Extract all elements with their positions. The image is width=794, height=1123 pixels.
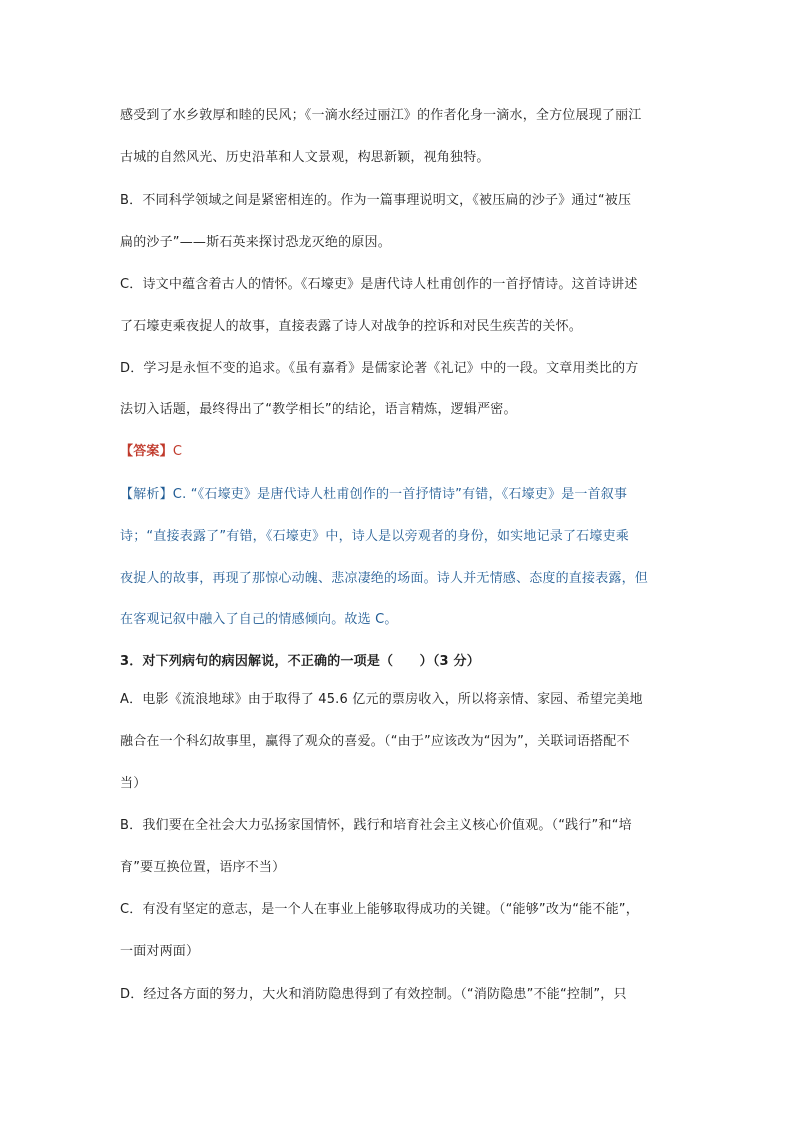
answer-line: [120, 442, 690, 462]
text-line: 感受到了水乡敦厚和睦的民风；《一滴水经过丽江》的作者化身一滴水，全方位展现了丽江: [120, 108, 642, 123]
text-line: 育”要互换位置，语序不当）: [120, 860, 286, 875]
option-c-line: C．有没有坚定的意志，是一个人在事业上能够取得成功的关键。（“能够”改为“能不能”，: [120, 902, 639, 917]
analysis-line: 【解析】C. “《石壕吏》是唐代诗人杜甫创作的一首抒情诗”有错，《石壕吏》是一首叙事: [120, 487, 628, 502]
option-b-line: B．我们要在全社会大力弘扬家国情怀，践行和培育社会主义核心价值观。（“践行”和“培: [120, 818, 632, 833]
text-line: 融合在一个科幻故事里，赢得了观众的喜爱。（“由于”应该改为“因为”，关联词语搭配不: [120, 734, 630, 749]
text-line: 扁的沙子”——斯石英来探讨恐龙灭绝的原因。: [120, 235, 391, 250]
option-c-line: C．诗文中蕴含着古人的情怀。《石壕吏》是唐代诗人杜甫创作的一首抒情诗。这首诗讲述: [120, 277, 638, 292]
text-line: 古城的自然风光、历史沿革和人文景观，构思新颖，视角独特。: [120, 150, 490, 165]
analysis-line: 在客观记叙中融入了自己的情感倾向。故选 C。: [120, 612, 398, 627]
answer-label: 【答案】: [120, 444, 173, 459]
option-d-line: D．经过各方面的努力，大火和消防隐患得到了有效控制。（“消防隐患”不能“控制”，只: [120, 987, 627, 1002]
option-a-line: A．电影《流浪地球》由于取得了 45.6 亿元的票房收入，所以将亲情、家园、希望完美地: [120, 692, 643, 707]
option-d-line: D．学习是永恒不变的追求。《虽有嘉肴》是儒家论著《礼记》中的一段。文章用类比的方: [120, 361, 639, 376]
answer-value: C: [172, 444, 183, 459]
question-3: 3．对下列病句的病因解说，不正确的一项是（ ）（3 分）: [120, 654, 480, 669]
text-line: 了石壕吏乘夜捉人的故事，直接表露了诗人对战争的控诉和对民生疾苦的关怀。: [120, 319, 583, 334]
analysis-line: 夜捉人的故事，再现了那惊心动魄、悲凉凄绝的场面。诗人并无情感、态度的直接表露，但: [120, 571, 649, 586]
text-line: 一面对两面）: [120, 944, 200, 959]
option-b-line: B．不同科学领域之间是紧密相连的。作为一篇事理说明文，《被压扁的沙子》通过“被压: [120, 193, 632, 208]
text-line: 法切入话题，最终得出了“教学相长”的结论，语言精炼，逻辑严密。: [120, 402, 517, 417]
text-line: 当）: [120, 776, 147, 791]
analysis-line: 诗；“直接表露了”有错，《石壕吏》中，诗人是以旁观者的身份，如实地记录了石壕吏乘: [120, 529, 629, 544]
